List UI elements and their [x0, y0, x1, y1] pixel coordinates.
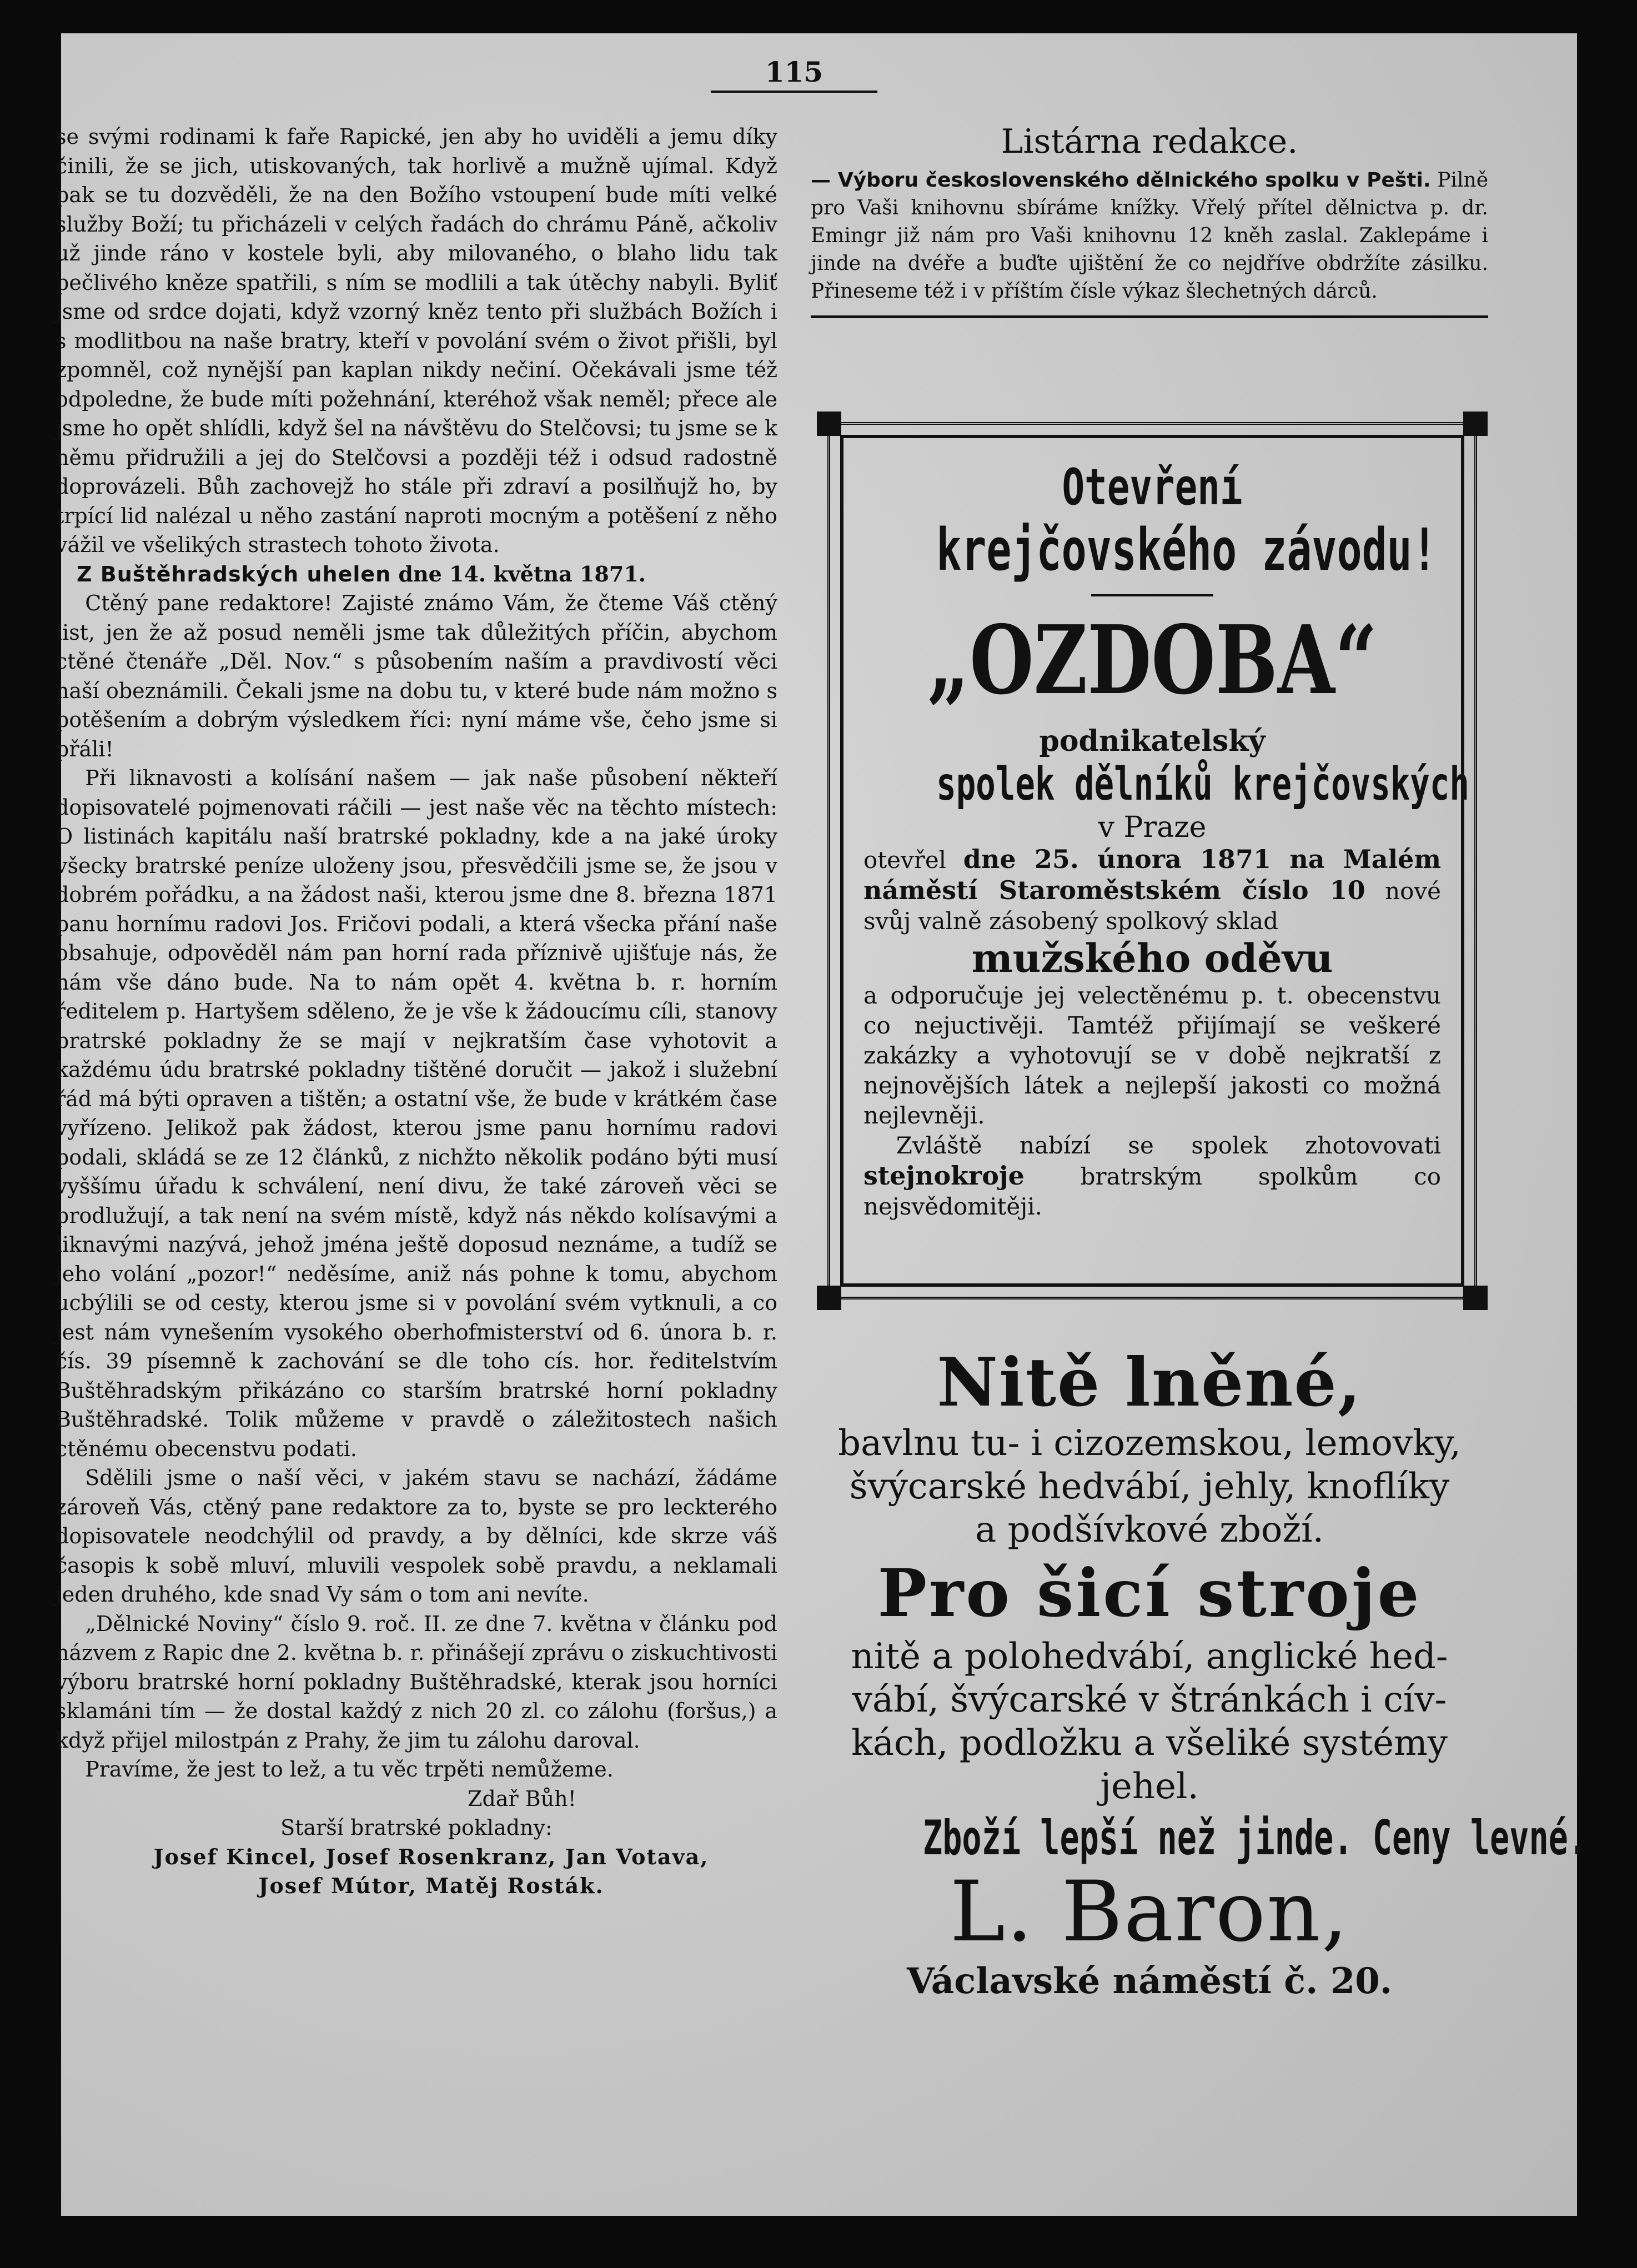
ad-line: bavlnu tu- i cizozemskou, lemovky,: [838, 1423, 1461, 1464]
ad-line: nitě a polohedvábí, anglické hed-: [851, 1636, 1448, 1677]
listarna-recipient: — Výboru československého dělnického spolku v Pešti.: [811, 169, 1431, 192]
ad-company-name: „OZDOBA“: [927, 605, 1378, 716]
ad-heading: krejčovského závodu!: [936, 516, 1437, 584]
listarna-text: Pilně pro Vaši knihovnu sbíráme knížky. Vřelý přítel dělnictva p. dr. Emingr již nám pro Vaši knihovnu 12 kněh zaslal. Zaklepáme i jinde na dvéře a buďte ujištění že co nejdříve obdržíte zásilku. Přineseme též i v příštím čísle výkaz šlechetných dárců.: [811, 169, 1488, 303]
ad-slogan: Zboží lepší než jinde. Ceny levné.: [923, 1810, 1588, 1866]
listarna-body: [811, 167, 1488, 305]
ad-text: a odporučuje jej velectěnému p. t. obecenstvu co nejuctivěji. Tamtéž přijímají se veškeré zakázky a vyhotovují se v době nejkratší z nejnovějších látek a nejlepší jakosti co možná nejlevněji.: [863, 982, 1441, 1129]
ad-line: jehel.: [1100, 1766, 1199, 1807]
ad-text-bold: dne 25. února 1871 na Malém náměstí Staroměstském číslo 10: [863, 844, 1441, 905]
article-heading: [56, 560, 777, 589]
article-paragraph: Při liknavosti a kolísání našem — jak naše působení někteří dopisovatelé pojmenovati ráčili — jest naše věc na těchto místech: O listinách kapitálu naší bratrské pokladny, kde a na jaké úroky všecky bratrské peníze uloženy jsou, přesvědčili jsme se, že jsou v dobrém pořádku, a na žádost naši, kterou jsme dne 8. března 1871 panu hornímu radovi Jos. Fričovi podali, a která všecka přání naše obsahuje, odpověděl nám pan horní rada příznivě ujišťuje nás, že nám vše dáno bude. Na to nám opět 4. května b. r. horním ředitelem p. Hartyšem sděleno, že je vše k žádoucímu cíli, stanovy bratrské pokladny že se mají v nejkratším čase vyhotovit a každému údu bratrské pokladny tištěné doručit — jakož i služební řád má býti opraven a tištěn; a ostatní vše, že bude v krátkém čase vyřízeno. Jelikož pak žádost, kterou jsme panu hornímu radovi podali, skládá se ze 12 článků, z nichžto několik podáno býti musí vyššímu úřadu k schválení, není divu, že také zároveň věci se prodlužují, a tak není na svém místě, když nás někdo kolísavými a liknavými nazývá, jehož jména ještě doposud neznáme, a tudíž se jeho volání „pozor!“ neděsíme, aniž nás pohne k tomu, abychom ucbýlili se od cesty, kterou jsme si v povolání svém vytknuli, a co jest nám vynešením vysokého oberhofmisterství od 6. února b. r. čís. 39 písemně k zachování se dle toho cís. hor. ředitelstvím Buštěhradským přikázáno co starším bratrské horní pokladny Buštěhradské. Tolik můžeme v pravdě o záležitostech našich ctěnému obecenstvu podati.: [56, 766, 777, 1461]
ad-line: kách, podložku a všeliké systémy: [851, 1723, 1448, 1764]
ad-text-bold: stejnokroje: [863, 1161, 1025, 1191]
ad-merchant-name: L. Baron,: [950, 1864, 1349, 1960]
ad-text: [852, 1131, 1452, 1222]
ad-text-part: bratrským spolkům co nejsvědomitěji.: [863, 1163, 1441, 1220]
article-paragraph: Pravíme, že jest to lež, a tu věc trpěti nemůžeme.: [85, 1757, 614, 1782]
baron-advertisement: [816, 1343, 1588, 2004]
signatures: Josef Mútor, Matěj Rosták.: [258, 1873, 604, 1898]
signatures: Josef Kincel, Josef Rosenkranz, Jan Votava,: [153, 1844, 709, 1869]
ad-heading: Otevření: [1062, 458, 1243, 516]
left-column-article: [56, 122, 777, 1901]
listarna-title: Listárna redakce.: [1001, 122, 1298, 161]
greeting: Zdař Bůh!: [468, 1786, 576, 1811]
page-number: 115: [711, 56, 877, 93]
ozdoba-advertisement: [827, 422, 1477, 1299]
ad-text-part: nové svůj valně zásobený spolkový sklad: [863, 877, 1441, 935]
ad-subtitle: podnikatelský: [1039, 724, 1266, 758]
article-paragraph: „Dělnické Noviny“ číslo 9. roč. II. ze dne 7. května v článku pod názvem z Rapic dne 2. května b. r. přinášejí zprávu o ziskuchtivosti výboru bratrské horní pokladny Buštěhradské, kterak jsou horníci sklamáni tím — že dostal každý z nich 20 zl. co zálohu (foršus,) a když přijel milostpán z Prahy, že jim tu zálohu daroval.: [56, 1611, 777, 1753]
article-paragraph: se svými rodinami k faře Rapické, jen aby ho uviděli a jemu díky činili, že se jich, utiskovaných, tak horlivě a mužně ujímal. Když pak se tu dozvěděli, že na den Božího vstoupení bude míti velké služby Boží; tu přicházeli v celých řadách do chrámu Páně, ačkoliv už jinde ráno v kostele byli, aby milovaného, o blaho lidu tak pečlivého kněze spatřili, s ním se modlili a tak útěchy nabyli. Byliť jsme od srdce dojati, když vzorný kněz tento při službách Božích i s modlitbou na naše bratry, kteří v povolání svém o život přišli, byl zpomněl, což nynější pan kaplan nikdy nečiní. Očekávali jsme též odpoledne, že bude míti požehnání, kteréhož však neměl; přece ale jsme ho opět shlídli, když šel na návštěvu do Stelčovsi; tu jsme se k němu přidružili a jej do Stelčovsi a později též i odsud radostně doprovázeli. Bůh zachovejž ho stále při zdraví a posilňujž ho, by trpící lid nalézal u něho zastání naproti mocným a potěšení z něho vážil ve všelikých strastech tohoto života.: [56, 124, 777, 557]
ad-address: Václavské náměstí č. 20.: [906, 1960, 1393, 2002]
frame-corner: [817, 412, 841, 436]
section-divider: [811, 315, 1488, 318]
ad-city: v Praze: [1098, 811, 1207, 844]
ad-highlight: mužského oděvu: [971, 935, 1333, 981]
ad-subtitle: spolek dělníků krejčovských: [936, 758, 1469, 811]
ad-line: vábí, švýcarské v štránkách i cív-: [852, 1679, 1447, 1720]
ad-text: [852, 844, 1452, 936]
ad-divider: [1091, 594, 1213, 596]
frame-corner: [1463, 1286, 1488, 1310]
article-paragraph: Sdělili jsme o naší věci, v jakém stavu se nachází, žádáme zároveň Vás, ctěný pane redaktore za to, byste se pro leckterého dopisovatele neodchýlil od pravdy, a by dělníci, kde skrze váš časopis k sobě mluví, mluvili vespolek sobě pravdu, a neklamali jeden druhého, kde snad Vy sám o tom ani nevíte.: [56, 1466, 777, 1607]
ad-content: [852, 447, 1469, 1275]
listarna-section: [811, 122, 1488, 318]
article-paragraph: Ctěný pane redaktore! Zajisté známo Vám, že čteme Váš ctěný list, jen že až posud neměli jsme tak důležitých příčin, abychom ctěné čtenáře „Děl. Nov.“ s působením naším a pravdivostí věci naší obeznámili. Čekali jsme na dobu tu, v které bude nám možno s potěšením a dobrým výsledkem říci: nyní máme vše, čeho jsme si přáli!: [56, 591, 777, 761]
article-heading-place: Z Buštěhradských uhelen: [77, 561, 391, 586]
ad-line: a podšívkové zboží.: [975, 1509, 1324, 1551]
ad-line: švýcarské hedvábí, jehly, knoflíky: [849, 1466, 1450, 1507]
frame-corner: [817, 1286, 841, 1310]
article-heading-date: dne 14. května 1871.: [391, 561, 646, 586]
ad-heading: Pro šicí stroje: [877, 1554, 1422, 1632]
ad-text-part: otevřel: [863, 846, 963, 874]
elders-title: Starší bratrské pokladny:: [280, 1815, 553, 1840]
ad-heading: Nitě lněné,: [937, 1343, 1362, 1422]
frame-corner: [1463, 412, 1488, 436]
ad-text-part: Zvláště nabízí se spolek zhotovovati: [896, 1132, 1441, 1159]
